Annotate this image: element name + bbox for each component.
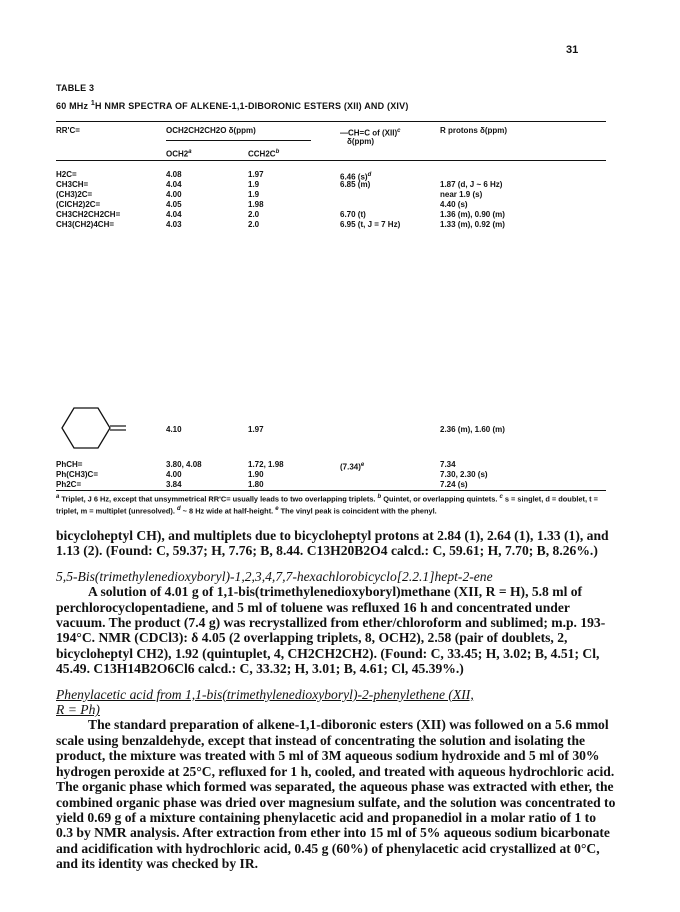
table-label: TABLE 3	[56, 83, 95, 93]
cell-cch2c: 2.0	[248, 210, 260, 219]
header-bottom-rule	[56, 160, 606, 161]
header-och2ch2ch2o: OCH2CH2CH2O δ(ppm)	[166, 126, 256, 135]
table-title: 60 MHz $^1$H NMR SPECTRA OF ALKENE-1,1-DIBORONIC ESTERS (XII) AND (XIV)	[56, 100, 409, 111]
cell-och2: 4.00	[166, 470, 182, 479]
col-och2-group2	[166, 460, 202, 490]
cell-rr: Ph(CH3)C=	[56, 470, 99, 479]
cell-och2: 4.05	[166, 200, 182, 209]
cell-cch2c: 1.80	[248, 480, 264, 489]
cell-och2-cyclohexylidene: 4.10	[166, 425, 182, 434]
table-top-rule	[56, 121, 606, 122]
section-heading-phenylacetic-acid: Phenylacetic acid from 1,1-bis(trimethylenedioxyboryl)-2-phenylethene (XII, R = Ph)	[56, 686, 474, 718]
table-footnotes: $^a$ Triplet, J 6 Hz, except that unsymmetrical RR'C= usually leads to two overlapping triplets. $^b$ Quintet, or overlapping quintets. $^c$ s = singlet, d = doublet, t = triplet, m = multiplet (unresolved). $^d$ ~ 8 Hz wide at half-height. $^e$ The vinyl peak is coincident with the phenyl.	[56, 494, 598, 516]
cell-cch2c: 1.90	[248, 470, 264, 479]
cell-r	[440, 170, 505, 180]
col-rr-group1	[56, 170, 120, 230]
cell-ch	[340, 190, 400, 200]
cell-och2: 3.84	[166, 480, 182, 489]
cell-r: 7.24 (s)	[440, 480, 468, 489]
cell-rr: (ClCH2)2C=	[56, 200, 101, 209]
cell-cch2c: 2.0	[248, 220, 260, 229]
cell-och2: 4.00	[166, 190, 182, 199]
header-r-protons: R protons δ(ppm)	[440, 126, 508, 135]
cell-ch	[340, 480, 364, 490]
cell-r: near 1.9 (s)	[440, 190, 483, 199]
cell-r: 4.40 (s)	[440, 200, 468, 209]
table-caption	[56, 80, 409, 114]
cell-rr: PhCH=	[56, 460, 83, 469]
cell-ch: 6.70 (t)	[340, 210, 366, 219]
col-rr-group2	[56, 460, 98, 490]
cell-cch2c: 1.72, 1.98	[248, 460, 284, 469]
header-group-rule	[166, 140, 311, 141]
header-cch2c: $CCH2C^b$	[248, 149, 280, 159]
col-och2-group1	[166, 170, 182, 230]
body-text	[56, 528, 616, 872]
cell-och2: 4.04	[166, 180, 182, 189]
cell-cch2c-cyclohexylidene: 1.97	[248, 425, 264, 434]
cell-cch2c: 1.97	[248, 170, 264, 179]
cell-och2: 4.03	[166, 220, 182, 229]
cell-ch: 6.95 (t, J = 7 Hz)	[340, 220, 401, 229]
section-heading-hexachlorobicycloheptene: 5,5-Bis(trimethylenedioxyboryl)-1,2,3,4,7,7-hexachlorobicyclo[2.2.1]hept-2-ene	[56, 568, 493, 584]
header-ch-line1: —CH=C of (XII)$^c$	[340, 128, 401, 138]
cell-rr: CH3(CH2)4CH=	[56, 220, 115, 229]
cell-och2: 4.04	[166, 210, 182, 219]
cell-r: 7.34	[440, 460, 456, 469]
cell-r: 7.30, 2.30 (s)	[440, 470, 488, 479]
header-ch-line2: δ(ppm)	[347, 137, 375, 146]
cell-rr: Ph2C=	[56, 480, 82, 489]
col-ch-group1	[340, 170, 400, 230]
cell-och2: 4.08	[166, 170, 182, 179]
paragraph-3: The standard preparation of alkene-1,1-diboronic esters (XII) was followed on a 5.6 mmol scale using benzaldehyde, except that instead of concentrating the solution and isolating the product, the mixture was treated with 5 ml of 3M aqueous sodium hydroxide and 5 ml of 30% hydrogen peroxide at 25°C, refluxed for 1 h, cooled, and treated with aqueous hydrochloric acid. The organic phase which formed was separated, the aqueous phase was extracted with ether, the combined organic phase was dried over magnesium sulfate, and the solution was concentrated to yield 0.69 g of a mixture containing phenylacetic acid and propanediol in a molar ratio of 1 to 0.3 by NMR analysis. After extraction from ether into 15 ml of 5% aqueous sodium bicarbonate and acidification with hydrochloric acid, 0.45 g (60%) of phenylacetic acid crystallized at 0°C, and its identity was checked by IR.	[56, 717, 616, 872]
cell-cch2c: 1.9	[248, 180, 260, 189]
cell-r: 1.36 (m), 0.90 (m)	[440, 210, 505, 219]
cell-r: 1.87 (d, J ~ 6 Hz)	[440, 180, 503, 189]
cell-och2: 3.80, 4.08	[166, 460, 202, 469]
cell-r-cyclohexylidene: 2.36 (m), 1.60 (m)	[440, 425, 505, 434]
table-bottom-rule	[56, 490, 606, 491]
page-number: 31	[566, 44, 579, 56]
header-och2: OCH2$^a$	[166, 149, 192, 159]
cell-rr: H2C=	[56, 170, 77, 179]
cell-r: 1.33 (m), 0.92 (m)	[440, 220, 505, 229]
cell-ch: 6.46 $(s)^d$	[340, 172, 372, 182]
col-ch-group2	[340, 460, 364, 490]
header-rr: RR'C=	[56, 126, 80, 135]
cell-rr: (CH3)2C=	[56, 190, 93, 199]
cell-ch: $(7.34)^e$	[340, 462, 365, 472]
cell-rr: CH3CH=	[56, 180, 89, 189]
paragraph-1: bicycloheptyl CH), and multiplets due to bicycloheptyl protons at 2.84 (1), 2.64 (1), 1.33 (1), and 1.13 (2). (Found: C, 59.37; H, 7.76; B, 8.44. C13H20B2O4 calcd.: C, 59.61; H, 7.70; B, 8.26%.)	[56, 528, 609, 559]
cell-ch	[340, 200, 400, 210]
cell-rr: CH3CH2CH2CH=	[56, 210, 121, 219]
col-r-group1	[440, 170, 505, 230]
cyclohexylidene-structure-icon	[58, 404, 148, 452]
paragraph-2: A solution of 4.01 g of 1,1-bis(trimethylenedioxyboryl)methane (XII, R = H), 5.8 ml of perchlorocyclopentadiene, and 5 ml of toluene was refluxed 16 h and concentrated under vacuum. The product (7.4 g) was recrystallized from ether/chloroform and sublimed; m.p. 193-194°C. NMR (CDCl3): δ 4.05 (2 overlapping triplets, 8, OCH2), 2.58 (pair of doublets, 2, bicycloheptyl CH2), 1.92 (quintuplet, 4, CH2CH2CH2). (Found: C, 33.45; H, 3.02; B, 4.51; Cl, 45.49. C13H14B2O6Cl6 calcd.: C, 33.32; H, 3.01; B, 4.61; Cl, 45.39%.)	[56, 584, 606, 677]
col-cch2c-group2	[248, 460, 284, 490]
cell-cch2c: 1.9	[248, 190, 260, 199]
col-cch2c-group1	[248, 170, 264, 230]
cell-cch2c: 1.98	[248, 200, 264, 209]
cell-ch: 6.85 (m)	[340, 180, 371, 189]
col-r-group2	[440, 460, 488, 490]
